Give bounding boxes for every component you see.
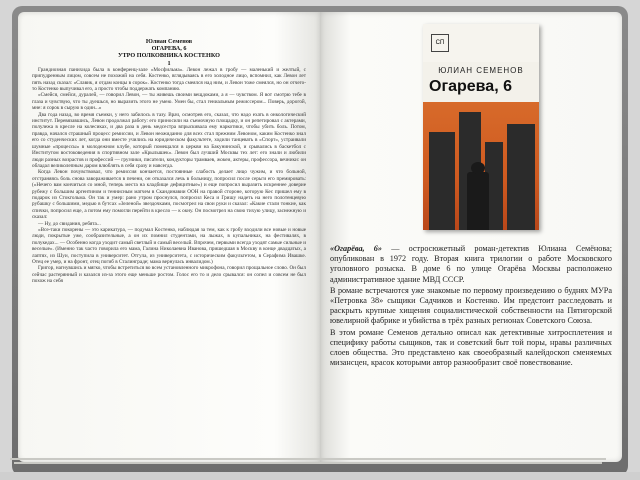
text-paragraph: Грандиозная панихида была в конференц-зале «Мосфильма». Левон лежал в гробу — маленький и желтый, с припудренным лицом, совсем не похожий на себя. Костенко, вглядываясь в его холодное лицо, вспомнил, как Левон лет пять назад сказал: «Славик, я отдам концы в сорок». Костенко тогда смеялся над ним, и Левон тоже смеялся, но он отчего-то Костенко выпучивал его, а просто чтобы поддержать компанию. bbox=[32, 66, 306, 93]
chapter-title: УТРО ПОЛКОВНИКА КОСТЕНКО bbox=[118, 52, 220, 60]
page-edge bbox=[10, 458, 606, 460]
description-paragraph-3: В этом романе Семенов детально описал как детективные хитросплетения и специфику работы сыщиков, так и советский быт той поры, нравы различных слоев общества. Это представлено как своеобразный калейдоскоп сменяемых мизансцен, красок которыми автор разнообразит своё повествование. bbox=[330, 327, 612, 368]
left-page-text bbox=[32, 38, 306, 285]
chapter-number: 1 bbox=[167, 59, 171, 67]
book-description bbox=[330, 244, 612, 369]
left-page bbox=[18, 12, 320, 462]
right-page bbox=[320, 12, 622, 462]
publisher-logo: СП bbox=[431, 34, 449, 52]
page-edge bbox=[14, 462, 602, 464]
book-cover-image bbox=[423, 24, 539, 230]
description-paragraph-2: В романе встречаются уже знакомые по первому произведению о буднях МУРа «Петровка 38» сыщики Садчиков и Костенко. Им предстоит расследовать и раскрыть крупные хищения социалистической собственности на Пятигорской ювелирной фабрике и убийства в трёх разных регионах Советского Союза. bbox=[330, 285, 612, 326]
cover-title: Огарева, 6 bbox=[429, 78, 512, 95]
book-title: ОГАРЕВА, 6 bbox=[151, 45, 187, 53]
text-paragraph: «Все-таки покорены — это карикатура, — подумал Костенко, наблюдая за тем, как к гробу входили все новые и новые люди, покрытые уже, сообразительные, а он их помнил студентами, на лыжах, в купальниках, на фестивалях, в полукедах... — Особенно когда уходит самый светлый и самый веселый. Впрочем, первыми всегда уходят самые сильные и веселые». (Именно так часто говорила его мама, Галина Николаевна Иванова, пришедшая в Москву в конце двадцатых, а лаптях, из Шуи, поступила в университет. Отгула, из университета, с историческим факультетом, в Серафима Ивашке. Отец ее умер, и на фронт, отец погиб в Сталинграде; мама вернулась инвалидом.) bbox=[32, 226, 306, 265]
book-author: Юлиан Семенов bbox=[145, 38, 193, 45]
open-book bbox=[12, 6, 628, 476]
text-paragraph: «Смейся, смейся, дуралей, — говорил Левон, — ты живешь своими вещдоками, а я — чувством. Я вот смотрю тебе в глаза и чувствую, что ты дуешься, но выразить этого не умею. Умен бы, стал гениальным режиссером... Поверь, дорогой, мне: я сорок в сырую в один...» bbox=[32, 92, 306, 112]
text-paragraph: Когда Левон почувствовал, что ремиссия кончается, постоянные слабость делает лицо чужим, и что больной, отстраняясь боль снова завораживается в печени, он отказался лечь в больницу, попросил после серьги его премировать: («Нечего вам кончиться со мной, теперь места на кладбище дефицитные») и еще попросил выразить искреннее доверие рубежу с большим аргентином и теннисным матчем в Скандинавии ООН на правой стороне, которую Кес пришел ему в подарок из Стокгольма. Он так и умер: рано утром проснулся, попросил Кеса и Гришу надеть на него полотенцевую рубашку с большими, медью в бутсах «Зеленой» звездочками, посмотрел на свои руки и сказал: «Какие стали тонкие, как спички, попросил еще, а потом ему помогли перейти в кресло — к окну. Он посмотрел на свою тихую улицу, заснежную и сказал: bbox=[32, 169, 306, 221]
description-intro: — остросюжетный роман-детектив Юлиана Семёнова; опубликован в 1972 году. Вторая книга трилогии о работе Московского уголовного розыска. В доме 6 по улице Огарёва Москвы расположено административное здание МВД СССР. bbox=[330, 244, 612, 284]
cover-author: ЮЛИАН СЕМЕНОВ bbox=[438, 66, 524, 75]
description-paragraph-1 bbox=[330, 244, 612, 285]
cover-illustration bbox=[423, 102, 539, 230]
description-title: «Огарёва, 6» bbox=[330, 244, 382, 253]
text-paragraph: Григор, нагнувшись и мягко, чтобы встретиться во всем установленного микрофона, говорил прощальное слово. Он был сейчас растерянный и казался из-за этого еще меньше ростом. Голос его то и дело срывался: он сопел и совсем не был похож на себя bbox=[32, 265, 306, 285]
bottom-strip bbox=[0, 472, 640, 480]
text-paragraph: Два года назад, во время съемки, у него забилось в тазу. Врач, осмотрев его, сказал, что надо ехать в онкологический институт. Перевязавшись, Левон продолжал работу: его приносили на съемочную площадку, и он репетировал с актерами, полулежа в кресле на колесиках, и два раза в день медсестра впрыскивала ему наркотики, чтобы убить боль. Потом, правда, начался страшный процесс ремиссии, и Левон неожиданно для всех стал прежним Левоном, каким Костенко знал его со студенческих лет, когда они вместе учились на юридическом факультете, ходили танцевать в «Спорт», устраивали шумные «процессы» в молодежном клубе, который помещался в церкви на Бакунинской, и срывались в баскетбол с Институтом востоковедения в спортивном зале «Крылышек». Левон был лучший Москвы тех лет: его знали и любили люди разных возрастов и профессий — грузчики, писатели, кондукторы трамваев, жокеи, актеры, профессора, вечники: он обладал великолепным даром влюблять в себя сразу и навсегда. bbox=[32, 111, 306, 169]
text-paragraph: — Ну, до свидания, ребята... bbox=[38, 220, 101, 227]
